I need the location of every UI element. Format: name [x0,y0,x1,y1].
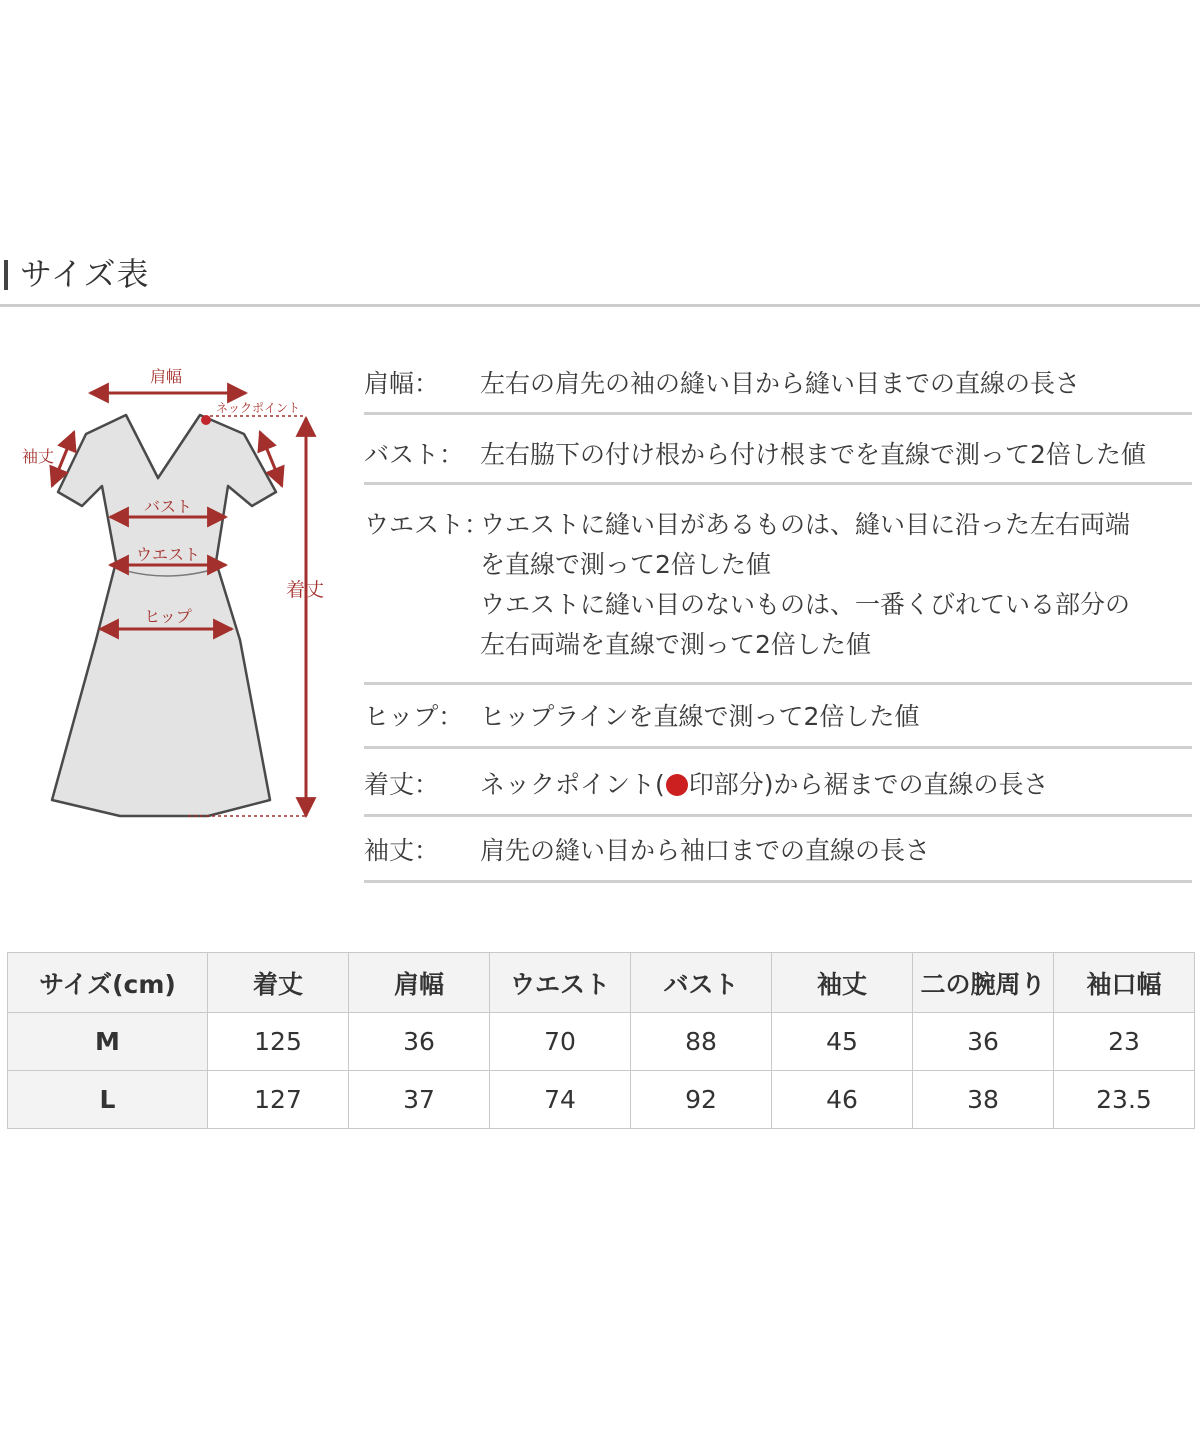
column-header: 二の腕周り [913,953,1054,1013]
definition-term: 袖丈： [364,836,440,865]
definition-line-part: 印部分)から裾までの直線の長さ [688,770,1049,799]
definition-line: 左右の肩先の袖の縫い目から縫い目までの直線の長さ [480,369,1081,398]
bust-label: バスト [143,497,193,516]
definition-line: ヒップラインを直線で測って2倍した値 [480,702,920,731]
neck-point-dot [201,415,211,425]
definition-description [480,364,1192,404]
table-row [8,1071,1195,1129]
table-cell: 125 [208,1013,349,1071]
table-cell: 37 [349,1071,490,1129]
column-header: バスト [631,953,772,1013]
dress-diagram-svg [0,350,340,830]
definition-line: を直線で測って2倍した値 [480,550,771,579]
definition-description [480,505,1192,665]
definition-line-part: ネックポイント( [480,770,665,799]
table-cell: 74 [490,1071,631,1129]
definition-row-hip [364,685,1192,749]
measurement-diagram [0,350,340,830]
column-header: 肩幅 [349,953,490,1013]
definition-description [480,765,1192,805]
definition-line: ウエストに縫い目があるものは、縫い目に沿った左右両端 [480,510,1131,539]
table-row [8,1013,1195,1071]
table-cell: 23.5 [1054,1071,1195,1129]
header-divider [0,304,1200,307]
definition-description [480,697,1192,737]
header-accent-bar [4,260,8,290]
definition-description [480,435,1192,475]
column-header: 着丈 [208,953,349,1013]
table-cell: 88 [631,1013,772,1071]
sleeve-label: 袖丈 [22,447,55,466]
waist-label: ウエスト [135,545,201,564]
definition-line: ウエストに縫い目のないものは、一番くびれている部分の [480,590,1131,619]
table-cell: 23 [1054,1013,1195,1071]
table-cell: 46 [772,1071,913,1129]
hip-label: ヒップ [144,607,192,626]
shoulder-label: 肩幅 [149,367,183,386]
measurement-definitions [364,352,1192,883]
size-label-cell: L [8,1071,208,1129]
definition-row-shoulder [364,352,1192,415]
neck-point-marker-icon [666,774,688,796]
definition-term: ヒップ： [364,702,464,731]
definition-row-waist [364,485,1192,685]
definition-row-sleeve [364,817,1192,883]
neck-point-label: ネックポイント [216,401,301,415]
table-cell: 45 [772,1013,913,1071]
column-header: ウエスト [490,953,631,1013]
table-cell: 70 [490,1013,631,1071]
table-cell: 92 [631,1071,772,1129]
size-label-cell: M [8,1013,208,1071]
definition-term: ウエスト： [364,510,490,539]
column-header: サイズ(cm) [8,953,208,1013]
table-cell: 36 [913,1013,1054,1071]
definition-term: 着丈： [364,770,440,799]
size-table [7,952,1195,1129]
table-cell: 38 [913,1071,1054,1129]
definition-row-bust [364,415,1192,485]
table-cell: 36 [349,1013,490,1071]
definition-term: バスト： [364,440,465,469]
definition-row-length [364,749,1192,817]
section-header [0,252,1200,308]
table-header-row [8,953,1195,1013]
definition-term: 肩幅： [364,369,440,398]
column-header: 袖口幅 [1054,953,1195,1013]
definition-line [480,765,1192,805]
definition-line: 左右脇下の付け根から付け根までを直線で測って2倍した値 [480,440,1146,469]
page-title: サイズ表 [20,255,150,293]
table-cell: 127 [208,1071,349,1129]
definition-line: 左右両端を直線で測って2倍した値 [480,630,871,659]
length-label: 着丈 [286,579,325,601]
definition-line: 肩先の縫い目から袖口までの直線の長さ [480,836,931,865]
column-header: 袖丈 [772,953,913,1013]
definition-description [480,831,1192,871]
